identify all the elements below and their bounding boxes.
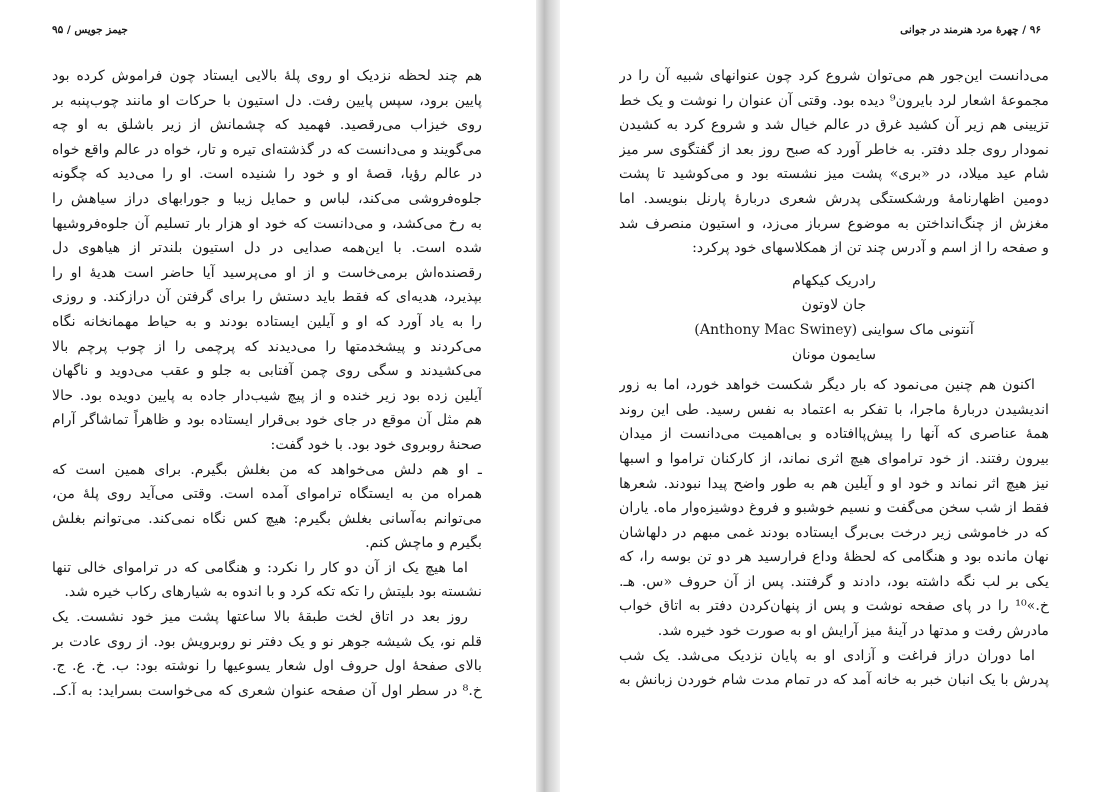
text-line: روی خیزاب می‌رقصید. فهمید که چشمانش از زیر باشلق به او چه — [52, 117, 482, 134]
text-line: بگیرم و ماچش کنم. — [365, 535, 482, 552]
text-line: خ.⁸ در سطر اول آن صفحه عنوان شعری که می‌خواست بسراید: به آ.کـ. — [52, 682, 482, 699]
classmate-name: آنتونی ماک سواینی (Anthony Mac Swiney) — [694, 321, 974, 338]
book-gutter — [536, 0, 560, 792]
classmate-name: جان لاوتون — [801, 297, 867, 314]
text-line: می‌توانم به‌آسانی بغلش بگیرم: هیچ کس نگاه نمی‌کند. می‌توانم بغلش — [52, 510, 482, 527]
left-page-header: جیمز جویس / ۹۵ — [52, 24, 128, 36]
text-line: تزیینی هم زیر آن کشید غرق در عالم خیال شد و شروع کرد به کشیدن — [619, 117, 1049, 134]
text-line: قلم نو، یک شیشه جوهر نو و یک دفتر نو روبرویش بود. از روی عادت بر — [52, 633, 482, 650]
text-line: نمودار روی جلد دفتر. به خاطر آورد که صبح روز بعد از گفتگوی سر میز — [619, 141, 1049, 158]
text-line: را به یاد آورد که او و آیلین ایستاده بودند و به حیاط مهمانخانه نگاه — [52, 313, 482, 330]
right-page-body — [619, 64, 1049, 693]
text-line: به رخ می‌کشد، و می‌دانست که خود او هزار بار تسلیم آن جلوه‌فروشیها — [52, 215, 482, 232]
text-line: فقط از شب سخن می‌گفت و نسیم خوشبو و فروغ دوشیزه‌وار ماه. یاران — [619, 500, 1049, 517]
text-line: در عالم رؤیا، قصهٔ او و خود را شنیده است. او را می‌دید که چگونه — [52, 166, 482, 183]
text-line: خ.»¹⁰ را در پای صفحه نوشت و پس از پنهان‌کردن دفتر به اتاق خواب — [619, 598, 1049, 615]
text-line: نیز هیچ اثر نماند و خود او و آیلین هم به طور واضح پیدا نبودند. شعرها — [619, 475, 1049, 492]
text-line: هم چند لحظه نزدیک او روی پلهٔ بالایی ایستاد چون فراموش کرده بود — [52, 68, 482, 84]
left-page — [0, 0, 536, 792]
text-line: نشسته بود بلیتش را تکه تکه کرد و با اندوه به شیارهای رکاب خیره شد. — [64, 584, 482, 601]
text-line: بیرون رفتند. از خود تراموای هیچ اثری نماند، از کارکنان تراموا و اسبها — [619, 450, 1049, 467]
text-line: جلوه‌فروشی می‌کند، لباس و حمایل زیبا و جورابهای دراز سیاهش را — [52, 190, 482, 207]
classmate-name: رادریک کیکهام — [792, 272, 876, 289]
text-line: نهان مانده بود و هنگامی که لحظهٔ وداع فرارسید هر دو تن بوسه را، که — [619, 549, 1049, 566]
text-line: اندیشیدن دربارهٔ ماجرا، با تفکر به اعتماد به نفس رسید. طی این روند — [619, 401, 1049, 418]
text-line: می‌دانست این‌جور هم می‌توان شروع کرد چون عنوانهای شبیه آن را در — [619, 68, 1049, 84]
text-line: روز بعد در اتاق لخت طبقهٔ بالا ساعتها پشت میز خود نشست. یک — [52, 609, 468, 626]
text-line: می‌کردند و پیشخدمتها را می‌دیدند که پرچمی را از چوب پرچم بالا — [52, 338, 482, 355]
text-line: و صفحه را از اسم و آدرس چند تن از همکلاسهای خود پرکرد: — [692, 240, 1049, 257]
text-line: اکنون هم چنین می‌نمود که بار دیگر شکست خواهد خورد، اما به زور — [619, 377, 1035, 394]
text-line: می‌گویند و می‌دانست که در گذشته‌ای تیره و تار، خواه در عالم واقع خواه — [52, 141, 482, 158]
text-line: پایین برود، سپس پایین رفت. دل استیون با حرکات او مانند چوب‌پنبه بر — [52, 92, 482, 109]
text-line: بپذیرد، هدیه‌ای که فقط باید دستش را برای گرفتن آن درازکند. و روزی — [52, 289, 482, 306]
text-line: مغزش از چنگ‌انداختن به موضوع سرباز می‌زد، و استیون منصرف شد — [619, 215, 1049, 232]
text-line: همراه من به ایستگاه تراموای آمده است. وقتی می‌آید روی پلهٔ من، — [52, 486, 482, 503]
text-line: دومین اظهارنامهٔ ورشکستگی پدرش شعری دربارهٔ پارنل بنویسد. اما — [619, 190, 1049, 207]
text-line: یکی بر لب نگه داشته بود، دادند و گرفتند. پس از آن حروف «س. هـ. — [619, 573, 1049, 590]
classmate-name: سایمون مونان — [791, 346, 877, 363]
text-line: اما دوران دراز فراغت و آزادی او به پایان نزدیک می‌شد. یک شب — [619, 647, 1035, 664]
text-line: ـ او هم دلش می‌خواهد که من بغلش بگیرم. برای همین است که — [52, 461, 482, 478]
text-line: صحنهٔ روبروی خود بود. با خود گفت: — [270, 436, 482, 453]
text-line: اما هیچ یک از آن دو کار را نکرد: و هنگامی که در تراموای خالی تنها — [52, 559, 468, 576]
right-page-header: ۹۶ / چهرهٔ مرد هنرمند در جوانی — [900, 24, 1041, 36]
text-line: مجموعهٔ اشعار لرد بایرون⁹ دیده بود. وقتی آن عنوان را نوشت و یک خط — [619, 92, 1049, 109]
right-page — [560, 0, 1093, 792]
text-line: بالای صفحهٔ اول حروف اول شعار یسوعیها را نوشته بود: ب. خ. ع. ج. — [52, 658, 482, 675]
text-line: آیلین زده بود زیر خنده و از پیچ شیب‌دار جاده به پایین دویده بود. حالا — [52, 387, 482, 404]
text-line: می‌کشیدند و سگی روی چمن آفتابی به جلو و عقب می‌دوید و ناگهان — [52, 363, 482, 380]
text-line: که در خاموشی زیر درخت بی‌برگ ایستاده بودند غمی مبهم در دلهاشان — [619, 524, 1049, 541]
text-line: شده است. با این‌همه صدایی در دل استیون بلندتر از هیاهوی دل — [52, 240, 482, 257]
classmates-names-list — [619, 269, 1049, 367]
text-line: مادرش رفت و مدتها در آینهٔ میز آرایش او به صورت خود خیره شد. — [657, 623, 1049, 640]
text-line: پدرش با یک انبان خبر به خانه آمد که در تمام مدت شام خوردن زبانش به — [619, 672, 1049, 689]
text-line: همهٔ عناصری که آنها را پیش‌پاافتاده و بی‌اهمیت می‌دانست از میدان — [619, 426, 1049, 443]
left-page-body — [52, 64, 482, 703]
text-line: شام عید میلاد، در «بری» پشت میز نشسته بود و می‌کوشید تا پشت — [619, 166, 1049, 183]
text-line: هم مثل آن موقع در جای خود بی‌قرار ایستاده بود و ظاهراً تماشاگر آرام — [52, 412, 482, 429]
text-line: رقصنده‌اش برمی‌خاست و از او می‌پرسید آیا حاضر است هدیهٔ او را — [52, 264, 482, 281]
